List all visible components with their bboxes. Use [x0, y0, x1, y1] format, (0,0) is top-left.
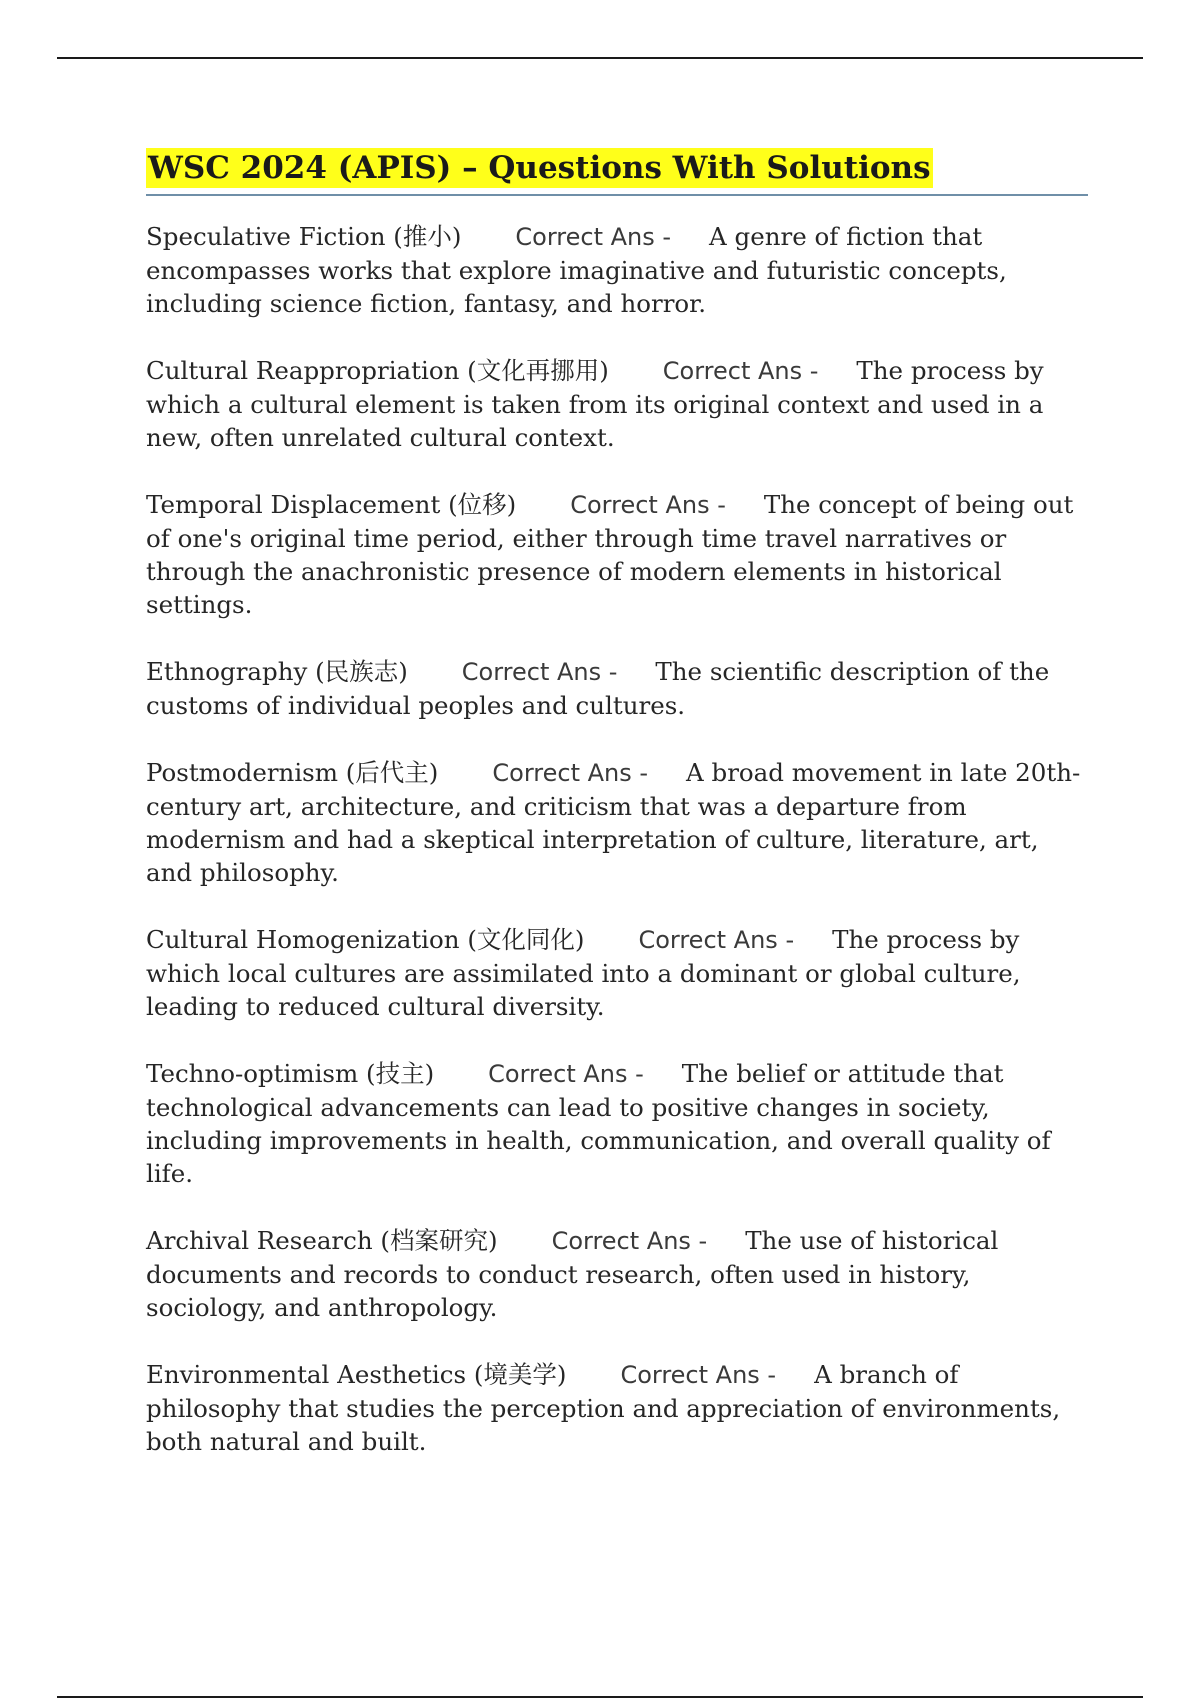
entry-definition: The process by which local cultures are assimilated into a dominant or global culture, leading to reduced cultural diversity.: [146, 925, 1021, 1021]
top-rule: [57, 57, 1143, 59]
qa-entry: [146, 1057, 1088, 1190]
document-body: [146, 148, 1088, 1492]
bottom-rule: [57, 1696, 1143, 1698]
correct-answer-label: Correct Ans -: [515, 223, 672, 251]
entry-term: Speculative Fiction (推小): [146, 222, 462, 251]
correct-answer-label: Correct Ans -: [551, 1227, 708, 1255]
entry-definition: The use of historical documents and records to conduct research, often used in history, sociology, and anthropology.: [146, 1226, 999, 1322]
qa-entry: [146, 488, 1088, 621]
entry-term: Ethnography (民族志): [146, 657, 408, 686]
qa-entry: [146, 354, 1088, 454]
entry-definition: The belief or attitude that technological advancements can lead to positive changes in society, including improvements in health, communication, and overall quality of life.: [146, 1059, 1051, 1188]
entry-definition: A broad movement in late 20th-century art, architecture, and criticism that was a departure from modernism and had a skeptical interpretation of culture, literature, art, and philosophy.: [146, 758, 1081, 887]
entry-definition: The process by which a cultural element is taken from its original context and used in a new, often unrelated cultural context.: [146, 356, 1044, 452]
correct-answer-label: Correct Ans -: [662, 357, 819, 385]
correct-answer-label: Correct Ans -: [620, 1361, 777, 1389]
entry-definition: A branch of philosophy that studies the perception and appreciation of environments, both natural and built.: [146, 1360, 1061, 1456]
entry-term: Cultural Homogenization (文化同化): [146, 925, 585, 954]
correct-answer-label: Correct Ans -: [488, 1060, 644, 1088]
correct-answer-label: Correct Ans -: [638, 926, 795, 954]
qa-entry: [146, 220, 1088, 320]
entry-term: Environmental Aesthetics (境美学): [146, 1360, 567, 1389]
correct-answer-label: Correct Ans -: [461, 658, 618, 686]
qa-entry: [146, 1224, 1088, 1324]
entry-definition: The concept of being out of one's original time period, either through time travel narratives or through the anachronistic presence of modern elements in historical settings.: [146, 490, 1074, 619]
entry-term: Cultural Reappropriation (文化再挪用): [146, 356, 609, 385]
qa-entry: [146, 1358, 1088, 1458]
entry-term: Archival Research (档案研究): [146, 1226, 498, 1255]
entry-definition: The scientific description of the customs of individual peoples and cultures.: [146, 657, 1050, 720]
correct-answer-label: Correct Ans -: [570, 491, 726, 519]
title-block: [146, 148, 1088, 196]
entry-term: Postmodernism (后代主): [146, 758, 439, 787]
entry-term: Techno-optimism (技主): [146, 1059, 435, 1088]
entry-term: Temporal Displacement (位移): [146, 490, 517, 519]
qa-entry: [146, 923, 1088, 1023]
qa-entry: [146, 655, 1088, 722]
document-title: WSC 2024 (APIS) – Questions With Solutions: [148, 150, 931, 186]
correct-answer-label: Correct Ans -: [492, 759, 649, 787]
entry-definition: A genre of fiction that encompasses works that explore imaginative and futuristic concepts, including science fiction, fantasy, and horror.: [146, 222, 1007, 318]
qa-entry: [146, 756, 1088, 889]
